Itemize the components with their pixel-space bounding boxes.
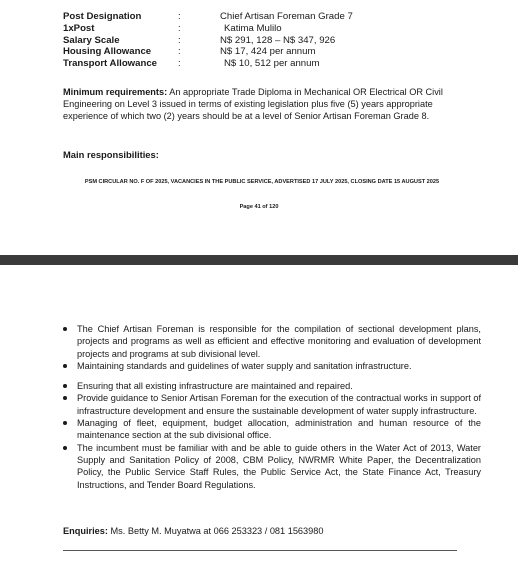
- list-item: [63, 442, 481, 491]
- divider: [63, 550, 457, 551]
- enquiries-label: Enquiries:: [63, 526, 108, 536]
- list-item-text: The incumbent must be familiar with and be able to guide others in the Water Act of 2013, Water Supply and Sanitation Policy of 2008, CBM Policy, NWRMR White Paper, the Decentralization Policy, the Public Service Staff Rules, the Public Service Act, the State Finance Act, Treasury Instructions, and Tender Board Regulations.: [77, 442, 481, 490]
- document-page-42: [0, 265, 518, 566]
- page-separator: [0, 255, 518, 265]
- enquiries: [63, 526, 323, 536]
- bullet-icon: [63, 364, 67, 368]
- list-item-text: The Chief Artisan Foreman is responsible for the compilation of sectional development plans, projects and programs as well as efficient and effective monitoring and evaluation of development projects and programs at sub divisional level.: [77, 324, 481, 359]
- list-item-text: Managing of fleet, equipment, budget allocation, administration and human resource of the maintenance section at the sub divisional office.: [77, 418, 481, 441]
- bullet-icon: [63, 421, 67, 425]
- main-responsibilities-heading: Main responsibilities:: [63, 149, 159, 160]
- field-colon: :: [178, 11, 181, 22]
- post-details: [63, 11, 503, 70]
- list-item: [63, 417, 481, 442]
- list-item: [63, 323, 481, 360]
- field-label: 1xPost: [63, 22, 95, 34]
- field-label: Transport Allowance: [63, 58, 158, 70]
- enquiries-contact: Ms. Betty M. Muyatwa at 066 253323 / 081 1563980: [110, 526, 324, 536]
- field-label: Housing Allowance: [63, 46, 152, 58]
- field-row: [63, 35, 503, 47]
- field-value: N$ 10, 512 per annum: [224, 58, 320, 70]
- list-item-text: Provide guidance to Senior Artisan Foreman for the execution of the contractual works in support of infrastructure development and ensure the sustainable development of water supply infrastructure.: [77, 393, 481, 416]
- list-item-text: Maintaining standards and guidelines of water supply and sanitation infrastructure.: [77, 360, 412, 371]
- field-row: [63, 58, 503, 70]
- bullet-icon: [63, 396, 67, 400]
- bullet-icon: [63, 327, 67, 331]
- field-row: [63, 11, 503, 23]
- list-item: [63, 380, 481, 392]
- list-item-text: Ensuring that all existing infrastructure are maintained and repaired.: [77, 381, 353, 392]
- field-value: N$ 17, 424 per annum: [220, 46, 316, 58]
- responsibilities-list: [63, 323, 481, 491]
- minimum-requirements: [63, 86, 459, 123]
- list-item: [63, 360, 481, 372]
- field-colon: :: [178, 58, 181, 70]
- field-colon: :: [178, 46, 181, 58]
- field-value: Katima Mulilo: [224, 22, 282, 34]
- field-label: Post Designation: [63, 11, 142, 22]
- field-colon: :: [178, 34, 181, 46]
- bullet-icon: [63, 384, 67, 388]
- field-row: [63, 46, 503, 58]
- minimum-requirements-text: An appropriate Trade Diploma in Mechanical OR Electrical OR Civil Engineering on Level 3 issued in terms of existing legislation plus five (5) years appropriate experience of which two (2) years should be at a level of Senior Artisan Foreman Grade 8.: [63, 87, 443, 122]
- list-item: [63, 392, 481, 417]
- page-number: Page 41 of 120: [239, 204, 279, 210]
- field-colon: :: [178, 22, 181, 34]
- bullet-icon: [63, 446, 67, 450]
- field-row: [63, 23, 503, 35]
- document-page-41: [0, 0, 518, 255]
- minimum-requirements-label: Minimum requirements:: [63, 87, 168, 97]
- field-label: Salary Scale: [63, 34, 120, 46]
- field-value: N$ 291, 128 – N$ 347, 926: [220, 34, 336, 46]
- field-value: Chief Artisan Foreman Grade 7: [220, 11, 353, 22]
- circular-footer: PSM CIRCULAR NO. F OF 2025, VACANCIES IN THE PUBLIC SERVICE, ADVERTISED 17 JULY 2025, CLOSING DATE 15 AUGUST 2025: [84, 179, 440, 185]
